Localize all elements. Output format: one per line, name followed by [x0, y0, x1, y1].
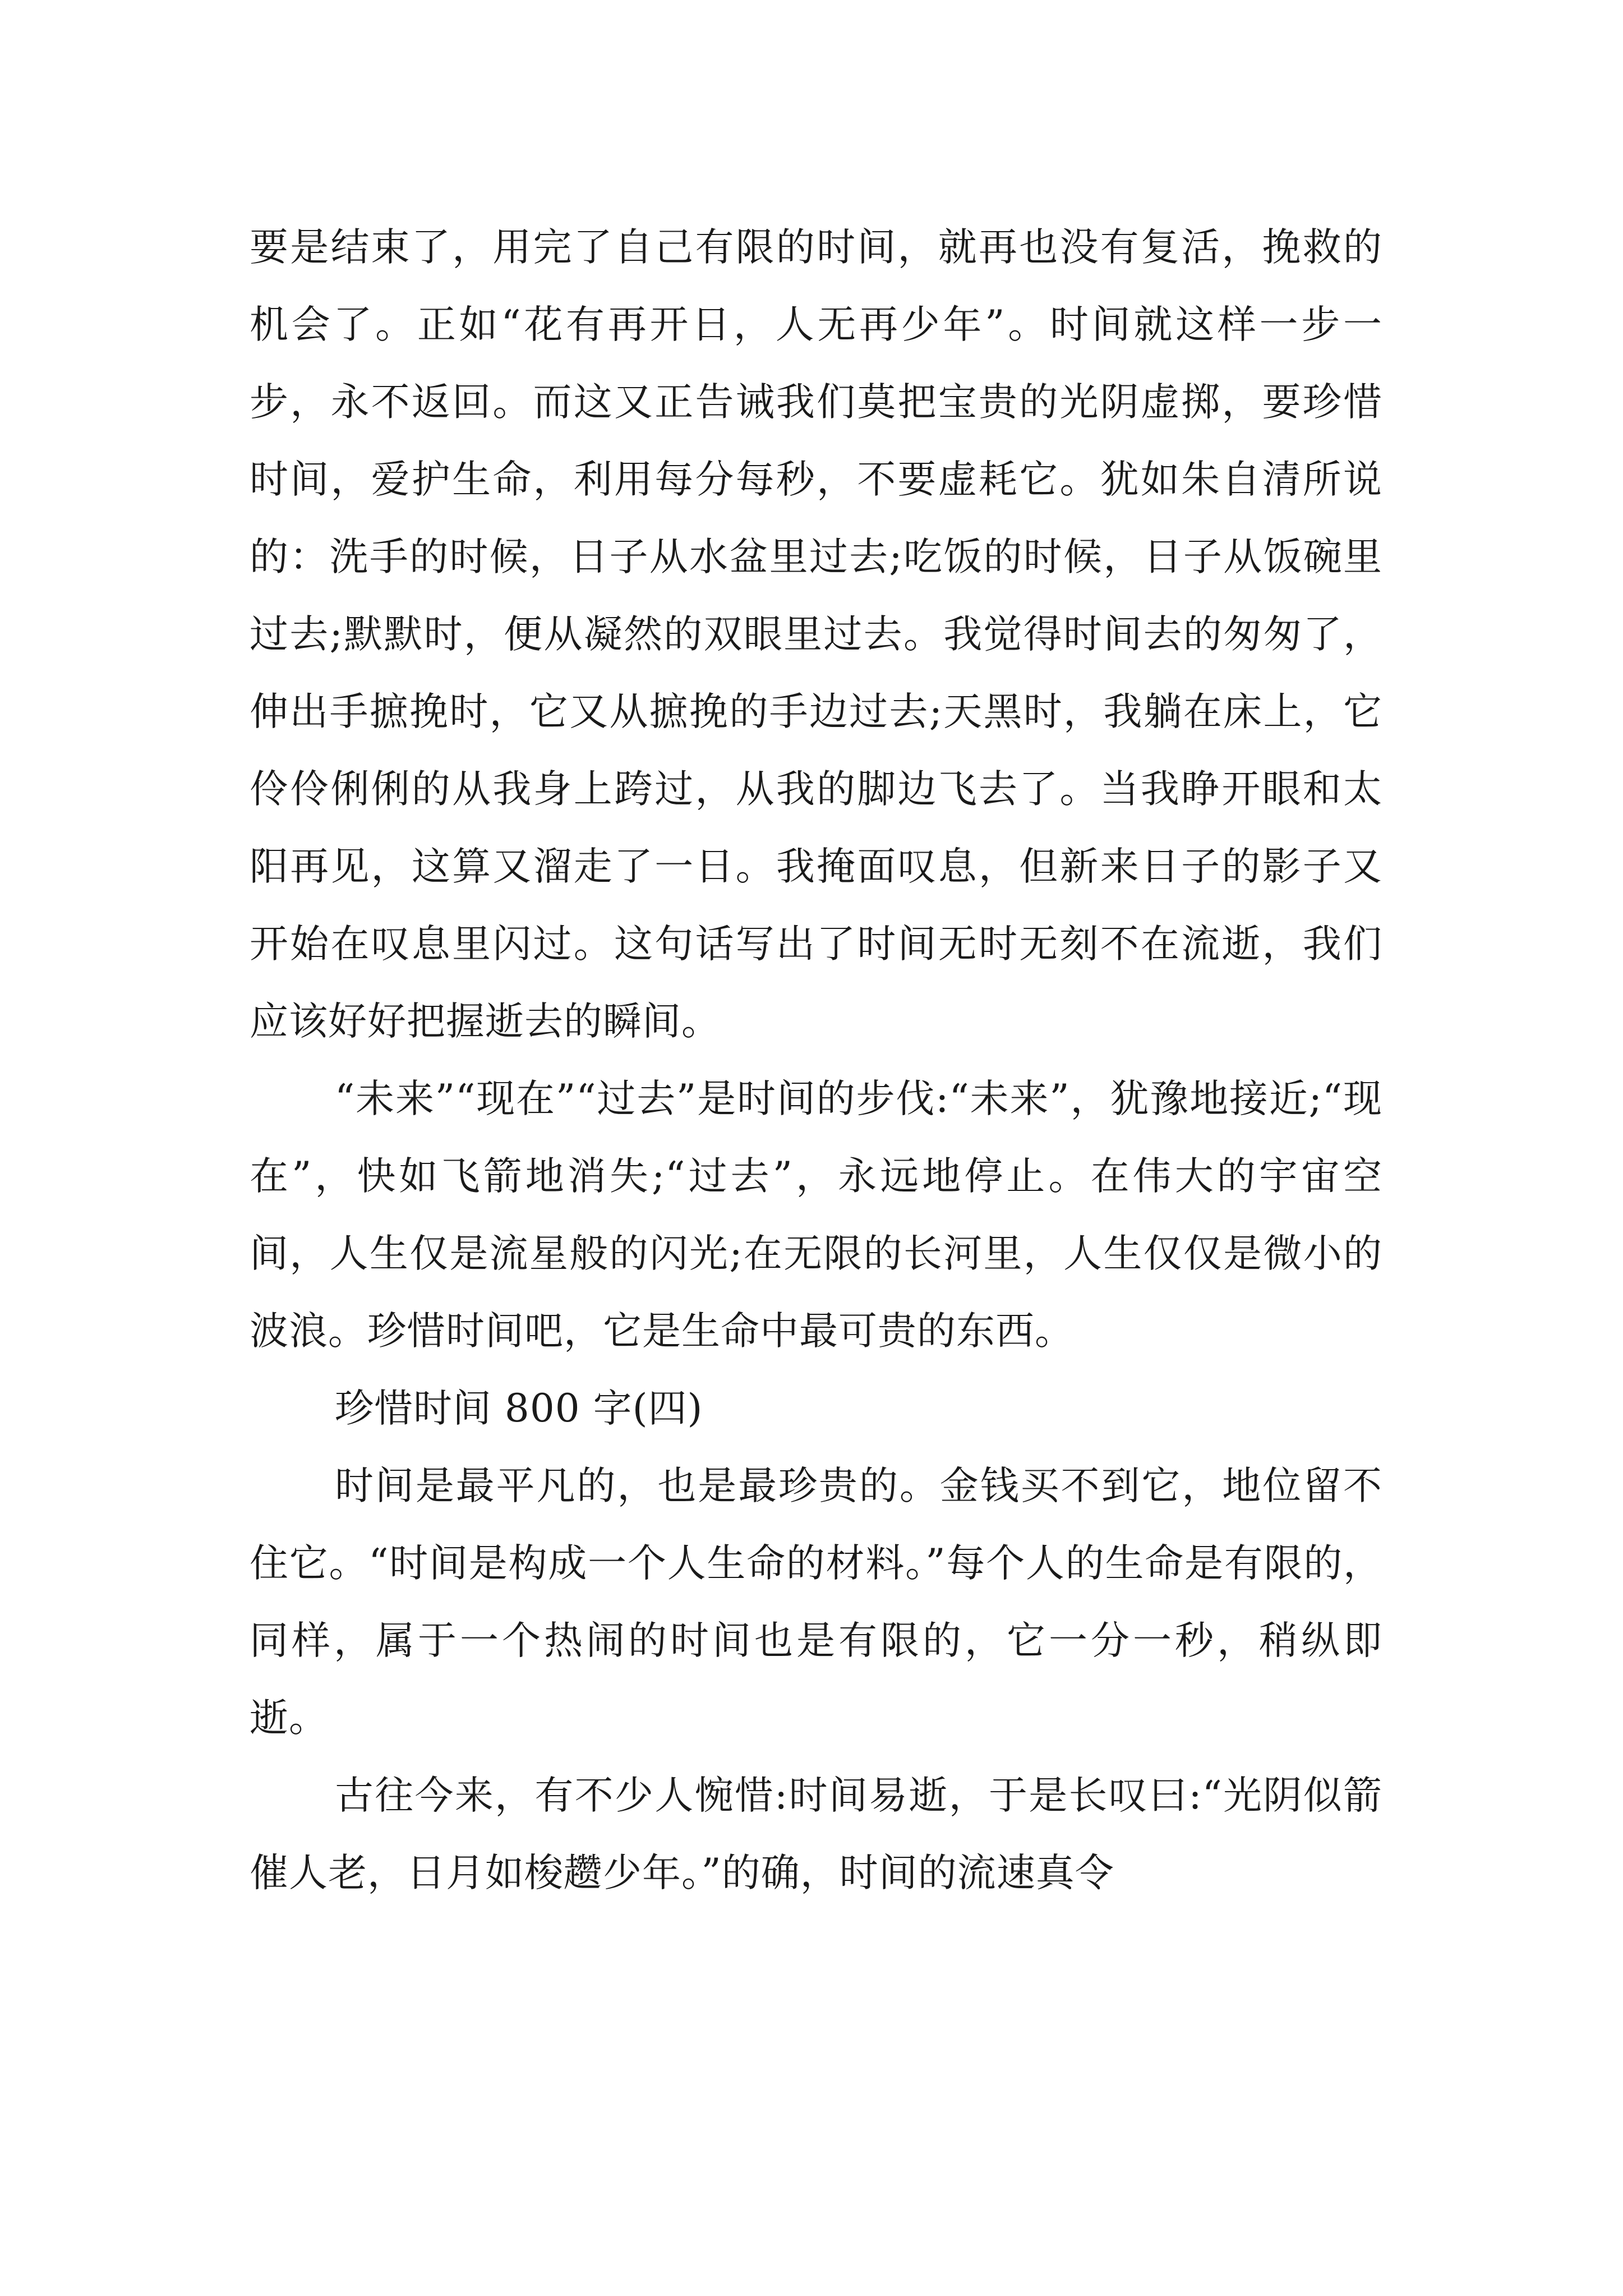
section-heading: 珍惜时间 800 字(四): [335, 1386, 703, 1431]
paragraph-time-precious: 时间是最平凡的，也是最珍贵的。金钱买不到它，地位留不住它。“时间是构成一个人生命的材料。”每个人的生命是有限的，同样，属于一个热闹的时间也是有限的，它一分一秒，稍纵即逝。: [250, 1464, 1382, 1741]
paragraph-continued: 要是结束了，用完了自己有限的时间，就再也没有复活，挽救的机会了。正如“花有再开日，人无再少年”。时间就这样一步一步，永不返回。而这又正告诫我们莫把宝贵的光阴虚掷，要珍惜时间，爱护生命，利用每分每秒，不要虚耗它。犹如朱自清所说的：洗手的时候，日子从水盆里过去;吃饭的时候，日子从饭碗里过去;默默时，便从凝然的双眼里过去。我觉得时间去的匆匆了，伸出手摭挽时，它又从摭挽的手边过去;天黑时，我躺在床上，它伶伶俐俐的从我身上跨过，从我的脚边飞去了。当我睁开眼和太阳再见，这算又溜走了一日。我掩面叹息，但新来日子的影子又开始在叹息里闪过。这句话写出了时间无时无刻不在流逝，我们应该好好把握逝去的瞬间。: [250, 225, 1382, 1044]
paragraph-ancient-lament: 古往今来，有不少人惋惜:时间易逝，于是长叹曰:“光阴似箭催人老，日月如梭趱少年。”的确，时间的流速真令: [250, 1773, 1382, 1895]
document-body: [250, 209, 1382, 1912]
paragraph-future-present-past: “未来”“现在”“过去”是时间的步伐:“未来”，犹豫地接近;“现在”，快如飞箭地消失;“过去”，永远地停止。在伟大的宇宙空间，人生仅是流星般的闪光;在无限的长河里，人生仅仅是微小的波浪。珍惜时间吧，它是生命中最可贵的东西。: [250, 1076, 1382, 1354]
